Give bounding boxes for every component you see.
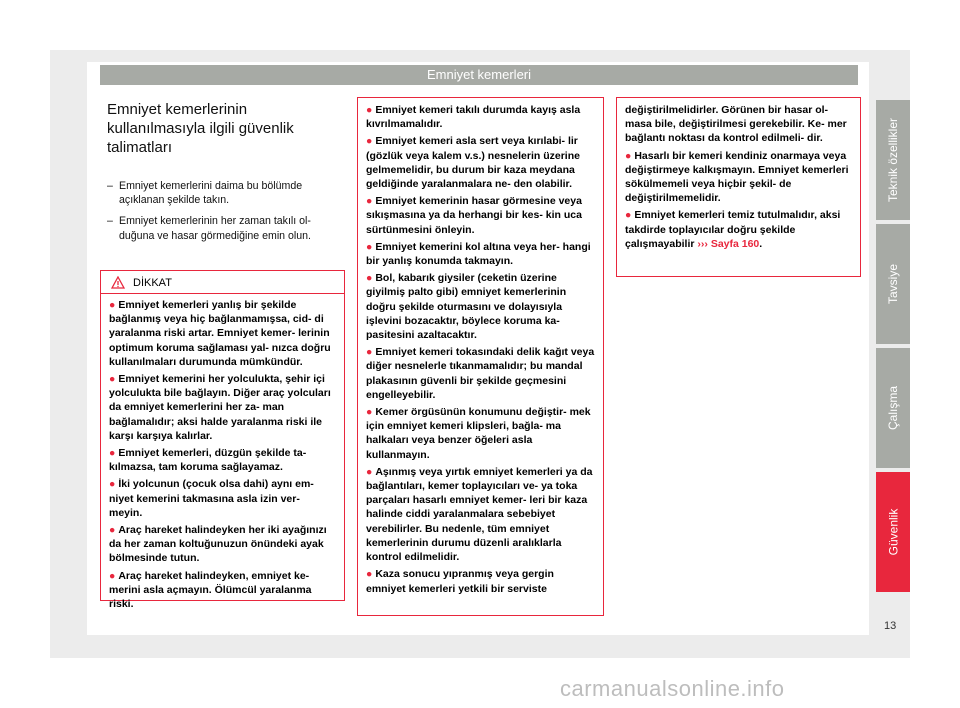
list-item [625,208,852,251]
list-item-text: Araç hareket halindeyken her iki ayağınızı da her zaman koltuğunuzun önündeki ayak bölmesinde tutun. [109,524,327,565]
tab-operation[interactable] [876,348,910,468]
list-item [109,298,336,369]
warning-list [625,149,852,251]
warning-header [101,276,344,294]
bullet-icon: ● [109,569,116,582]
list-item-text: İki yolcunun (çocuk olsa dahi) aynı em- niyet kemerini takmasına asla izin ver- meyin. [109,478,314,519]
list-item [366,240,595,268]
tab-label: Çalışma [886,385,901,431]
tab-label: Güvenlik [886,508,900,556]
bullet-icon: ● [366,104,373,116]
tab-label: Teknik özellikler [886,117,900,203]
list-item [107,179,340,207]
page-number: 13 [884,620,897,632]
list-item [366,567,595,595]
bullet-icon: ● [366,272,373,285]
bullet-icon: ● [109,447,116,460]
dash-marker: – [107,180,113,192]
list-item [366,103,595,131]
chapter-header: Emniyet kemerleri [100,65,858,85]
intro-column [107,100,340,250]
list-item-text: Hasarlı bir kemeri kendiniz onarmaya veya değiştirmeye kalkışmayın. Emniyet kemerleri sökülmemeli veya hiçbir şekil- de değiştirilmemelidir. [625,149,849,205]
list-item [109,372,336,443]
list-item [109,569,336,612]
bullet-icon: ● [366,195,373,208]
section-title: Emniyet kemerlerinin kullanılmasıyla ilgili güvenlik talimatları [107,101,294,156]
dash-marker: – [107,215,113,228]
list-item-text: Emniyet kemerini kol altına veya her- hangi bir yanlış konumda takmayın. [366,240,591,268]
warning-box [100,270,345,611]
list-item [109,477,336,520]
warning-list [366,103,595,596]
list-item-text: Emniyet kemeri tokasındaki delik kağıt veya diğer nesnelerle tıkanmamalıdır; bu mandal plakasının güvenli bir şekilde geçmesini engelleyebilir. [366,346,595,401]
period: . [759,237,763,250]
watermark: carmanualsonline.info [560,676,785,701]
list-item [109,446,336,474]
list-item-text: Emniyet kemerlerini daima bu bölümde açıklanan şekilde takın. [119,180,303,207]
page-reference-text: Sayfa 160 [710,237,760,250]
list-item [366,134,595,191]
continued-text: değiştirilmelidirler. Görünen bir hasar ol- masa bile, değiştirilmesi gerekebilir. Ke- mer bağlantı noktası da kontrol edilmeli- dir. [625,104,847,145]
warning-triangle-icon [111,276,125,289]
bullet-icon: ● [366,346,373,359]
list-item-text: Emniyet kemerleri temiz tutulmalıdır, aksi takdirde toplayıcılar doğru şekilde çalışmayabilir [625,209,841,250]
list-item-text: Emniyet kemerleri yanlış bir şekilde bağlanmış veya hiç bağlanmamışsa, cid- di yaralanma riski artar. Emniyet kemer- lerinin optimum koruma sağlaması yal- nızca doğru kullanılmaları durumunda mümkündür. [109,299,331,368]
tab-advice[interactable] [876,224,910,344]
bullet-icon: ● [109,524,116,537]
bullet-icon: ● [109,478,116,491]
list-item-text: Emniyet kemerlerinin her zaman takılı ol- duğuna ve hasar görmediğine emin olun. [119,215,311,242]
bullet-icon: ● [109,299,116,311]
list-item [366,194,595,237]
list-item [366,405,595,462]
list-item-text: Aşınmış veya yırtık emniyet kemerleri ya da bağlantıları, kemer toplayıcıları ve- ya toka parçaları hasarlı emniyet kemer- leri bir kaza halinde ciddi yaralanmalara sebebiyet verebilirler. Bu nedenle, tüm emniyet kemerlerinin durumu düzenli aralıklarla kontrol edilmelidir. [366,465,593,564]
list-item-text: Emniyet kemeri takılı durumda kayış asla kıvrılmamalıdır. [366,104,581,131]
page-reference-link[interactable] [697,238,759,250]
list-item-text: Emniyet kemerini her yolculukta, şehir içi yolculukta bile bağlayın. Diğer araç yolcuları da emniyet kemerlerini her za- man bağlamalıdır; aksi halde yaralanma riski ile karşı karşıya kalırlar. [109,373,331,442]
list-item [107,214,340,242]
list-item [366,465,595,564]
bullet-icon: ● [366,465,373,478]
chevron-right-icon: ››› [697,237,708,250]
warning-list [109,298,336,611]
list-item-text: Araç hareket halindeyken, emniyet ke- merini asla açmayın. Ölümcül yaralanma riski. [109,569,312,611]
tab-safety[interactable] [876,472,910,592]
list-item-text: Emniyet kemeri asla sert veya kırılabi- lir (gözlük veya kalem v.s.) nesnelerin üzerine gelmemelidir, bu durum bir kaza meydana geldiğinde yaralanmalara ne- den olabilir. [366,135,580,191]
list-item-text: Emniyet kemerinin hasar görmesine veya sıkışmasına ya da herhangi bir kes- kin uca sürtünmesini önleyin. [366,195,582,236]
list-item-text: Bol, kabarık giysiler (ceketin üzerine giyilmiş palto gibi) emniyet kemerlerinin doğru şekilde oturmasını ve dolayısıyla işlevini bozacaktır, böylece koruma ka- pasitesini azaltacaktır. [366,272,567,342]
list-item [109,523,336,566]
bullet-icon: ● [366,406,373,419]
list-item-text: Kaza sonucu yıpranmış veya gergin emniyet kemerleri yetkili bir serviste [366,568,554,595]
bullet-icon: ● [366,240,373,253]
warning-box-continued [616,97,861,277]
list-item [366,271,595,342]
warning-label: DİKKAT [133,276,172,289]
warning-box-continued [357,97,604,616]
bullet-icon: ● [625,149,632,162]
instruction-list [107,179,340,243]
list-item [366,345,595,402]
bullet-icon: ● [366,568,373,581]
bullet-icon: ● [109,373,116,386]
tab-technical[interactable] [876,100,910,220]
list-item-text: Emniyet kemerleri, düzgün şekilde ta- kılmazsa, tam koruma sağlayamaz. [109,447,307,474]
bullet-icon: ● [366,135,373,148]
bullet-icon: ● [625,209,632,222]
list-item-text: Kemer örgüsünün konumunu değiştir- mek için emniyet kemeri klipsleri, bağla- ma halkaları veya benzer öğeleri asla kullanmayın. [366,406,591,461]
list-item [625,149,852,206]
tab-label: Tavsiye [886,263,901,305]
